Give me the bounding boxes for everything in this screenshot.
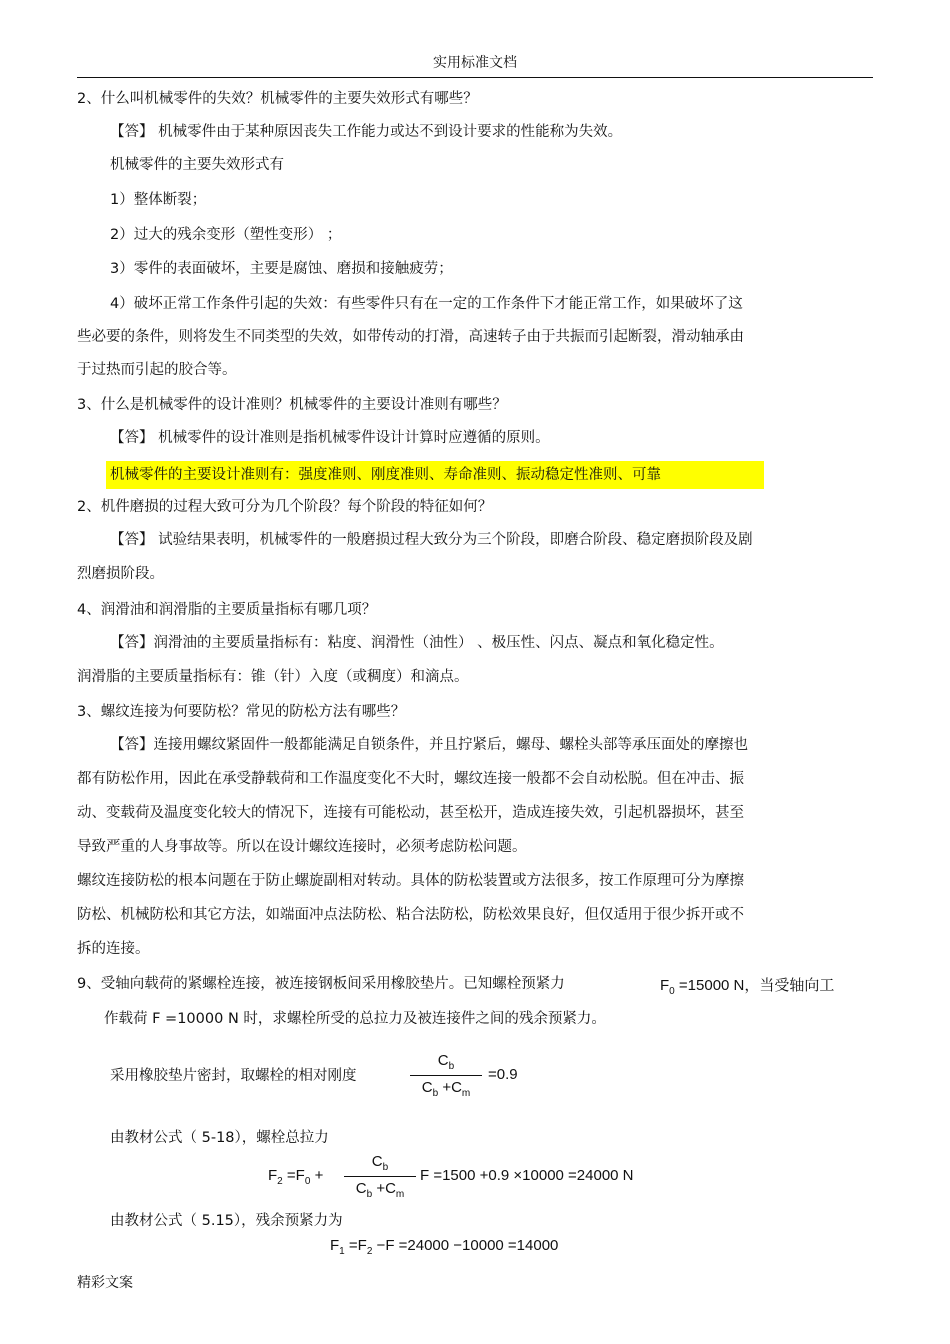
failure-form-2: 2）过大的残余变形（塑性变形） ； <box>110 227 342 243</box>
paragraph-line: 动、变载荷及温度变化较大的情况下，连接有可能松动，甚至松开，造成连接失效，引起机器损坏，甚至 <box>77 805 744 821</box>
question-4: 4、润滑油和润滑脂的主要质量指标有哪几项？ <box>77 602 377 618</box>
highlight-text: 机械零件的主要设计准则有：强度准则、刚度准则、寿命准则、振动稳定性准则、可靠 <box>106 461 764 489</box>
header-rule <box>77 77 873 78</box>
failure-forms-title: 机械零件的主要失效形式有 <box>110 157 284 173</box>
failure-form-1: 1）整体断裂； <box>110 192 207 208</box>
paragraph-line: 防松、机械防松和其它方法，如端面冲点法防松、粘合法防松，防松效果良好，但仅适用于很少拆开或不 <box>77 907 744 923</box>
stiffness-result: =0.9 <box>488 1066 518 1083</box>
page-footer: 精彩文案 <box>77 1275 133 1291</box>
paragraph-line: 些必要的条件，则将发生不同类型的失效，如带传动的打滑，高速转子由于共振而引起断裂，滑动轴承由 <box>77 329 744 345</box>
question-wear: 2、机件磨损的过程大致可分为几个阶段？每个阶段的特征如何？ <box>77 499 493 515</box>
paragraph-line: 导致严重的人身事故等。所以在设计螺纹连接时，必须考虑防松问题。 <box>77 839 527 855</box>
preload-value: $F_0 =15000$ N，当受轴向工 <box>660 977 835 997</box>
stiffness-fraction: $C_b$ $C_b +C_m$ <box>410 1052 482 1099</box>
paragraph-line: 烈磨损阶段。 <box>77 566 164 582</box>
question-2: 2、什么叫机械零件的失效？机械零件的主要失效形式有哪些？ <box>77 91 478 107</box>
total-force-fraction: $C_b$ $C_b +C_m$ <box>344 1153 416 1200</box>
paragraph-line: 润滑脂的主要质量指标有：锥（针）入度（或稠度）和滴点。 <box>77 669 469 685</box>
failure-form-3: 3）零件的表面破坏，主要是腐蚀、磨损和接触疲劳； <box>110 261 453 277</box>
total-force-lhs: $F_2 =F_0$ + <box>268 1167 324 1187</box>
answer-2: 【答】 机械零件由于某种原因丧失工作能力或达不到设计要求的性能称为失效。 <box>110 124 623 140</box>
total-force-rhs: F =1500 +0.9 ×10000 =24000 N <box>420 1167 634 1184</box>
answer-wear: 【答】 试验结果表明，机械零件的一般磨损过程大致分为三个阶段，即磨合阶段、稳定磨损阶段及剧 <box>110 532 753 548</box>
highlighted-criteria <box>106 461 764 489</box>
question-3: 3、什么是机械零件的设计准则？机械零件的主要设计准则有哪些？ <box>77 397 507 413</box>
formula-518-text: 由教材公式（ 5-18），螺栓总拉力 <box>110 1130 329 1146</box>
stiffness-text: 采用橡胶垫片密封，取螺栓的相对刚度 <box>110 1068 357 1084</box>
page-header: 实用标准文档 <box>433 55 517 71</box>
question-thread: 3、螺纹连接为何要防松？常见的防松方法有哪些？ <box>77 704 406 720</box>
paragraph-line: 都有防松作用，因此在承受静载荷和工作温度变化不大时，螺纹连接一般都不会自动松脱。但在冲击、振 <box>77 771 744 787</box>
failure-form-4: 4）破坏正常工作条件引起的失效：有些零件只有在一定的工作条件下才能正常工作，如果破坏了这 <box>110 296 743 312</box>
answer-thread: 【答】连接用螺纹紧固件一般都能满足自锁条件，并且拧紧后，螺母、螺栓头部等承压面处的摩擦也 <box>110 737 748 753</box>
paragraph-line: 螺纹连接防松的根本问题在于防止螺旋副相对转动。具体的防松装置或方法很多，按工作原理可分为摩擦 <box>77 873 744 889</box>
answer-3: 【答】 机械零件的设计准则是指机械零件设计计算时应遵循的原则。 <box>110 430 550 446</box>
answer-4: 【答】润滑油的主要质量指标有：粘度、润滑性（油性） 、极压性、闪点、凝点和氧化稳定性。 <box>110 635 724 651</box>
question-9-cont: 作载荷 F =10000 N 时，求螺栓所受的总拉力及被连接件之间的残余预紧力。 <box>104 1011 606 1027</box>
residual-preload-formula: $F_1 =F_2 -F =24000 -10000 =14000$ <box>330 1237 559 1257</box>
paragraph-line: 拆的连接。 <box>77 941 150 957</box>
formula-515-text: 由教材公式（ 5.15），残余预紧力为 <box>110 1213 343 1229</box>
question-9: 9、受轴向载荷的紧螺栓连接，被连接钢板间采用橡胶垫片。已知螺栓预紧力 <box>77 976 565 992</box>
paragraph-line: 于过热而引起的胶合等。 <box>77 362 237 378</box>
